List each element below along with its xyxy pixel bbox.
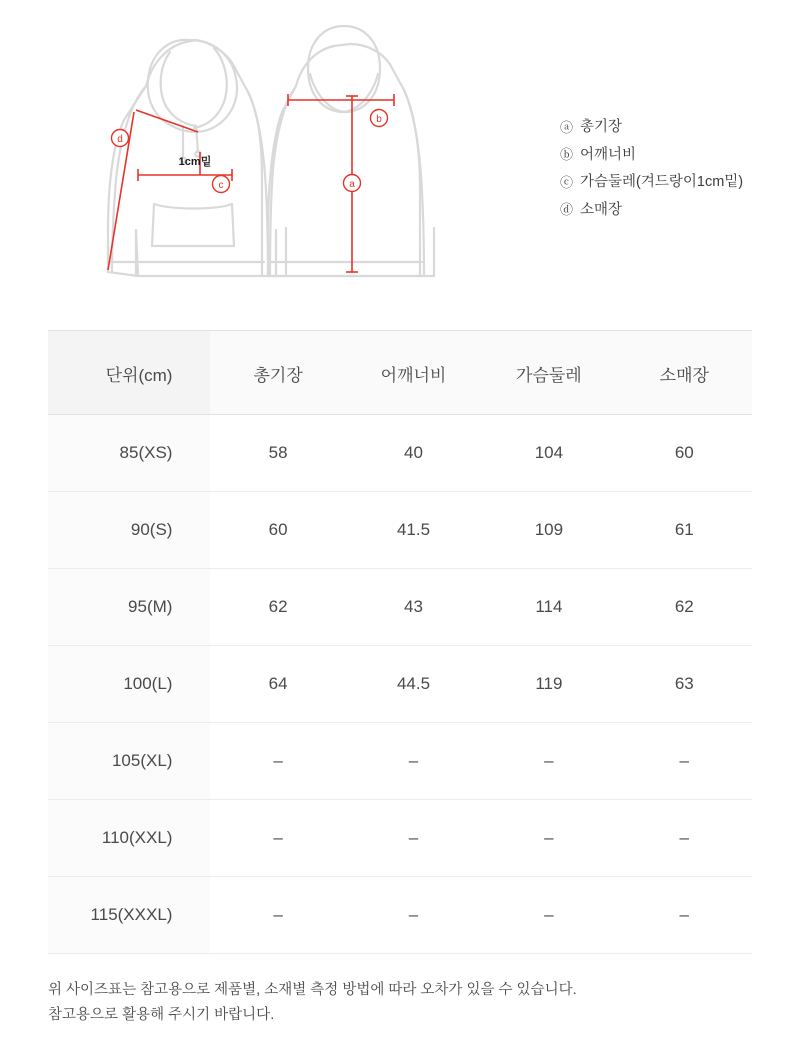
cell-sleeve: – bbox=[617, 877, 752, 954]
cell-shoulder: 44.5 bbox=[346, 646, 481, 723]
cell-chest: – bbox=[481, 723, 616, 800]
legend-item-a bbox=[560, 120, 743, 135]
table-row bbox=[48, 569, 752, 646]
cell-sleeve: 62 bbox=[617, 569, 752, 646]
row-size-label: 90(S) bbox=[48, 492, 210, 569]
table-row bbox=[48, 877, 752, 954]
cell-chest: 104 bbox=[481, 415, 616, 492]
measure-markers bbox=[112, 110, 388, 193]
cell-length: – bbox=[210, 877, 345, 954]
legend-key-b: ⓑ bbox=[560, 147, 574, 163]
table-row bbox=[48, 646, 752, 723]
cell-sleeve: – bbox=[617, 800, 752, 877]
legend-item-b bbox=[560, 148, 743, 163]
cell-shoulder: – bbox=[346, 723, 481, 800]
cell-chest: 114 bbox=[481, 569, 616, 646]
row-size-label: 115(XXXL) bbox=[48, 877, 210, 954]
legend-label-d: 소매장 bbox=[580, 201, 623, 218]
cell-length: 64 bbox=[210, 646, 345, 723]
size-table-wrapper bbox=[48, 330, 752, 954]
table-header-chest: 가슴둘레 bbox=[481, 331, 616, 415]
cell-chest: 109 bbox=[481, 492, 616, 569]
cell-length: – bbox=[210, 800, 345, 877]
cell-sleeve: 60 bbox=[617, 415, 752, 492]
cell-sleeve: – bbox=[617, 723, 752, 800]
cell-chest: 119 bbox=[481, 646, 616, 723]
size-diagram bbox=[0, 0, 800, 320]
table-row bbox=[48, 492, 752, 569]
one-cm-label: 1cm밑 bbox=[178, 156, 212, 168]
row-size-label: 100(L) bbox=[48, 646, 210, 723]
legend-key-d: ⓓ bbox=[560, 202, 574, 218]
row-size-label: 110(XXL) bbox=[48, 800, 210, 877]
svg-text:c: c bbox=[218, 180, 224, 191]
cell-sleeve: 61 bbox=[617, 492, 752, 569]
row-size-label: 95(M) bbox=[48, 569, 210, 646]
cell-sleeve: 63 bbox=[617, 646, 752, 723]
cell-length: 62 bbox=[210, 569, 345, 646]
legend-label-a: 총기장 bbox=[580, 119, 623, 135]
svg-text:a: a bbox=[349, 179, 355, 190]
legend-item-c bbox=[560, 175, 743, 190]
disclaimer-note bbox=[48, 978, 752, 1029]
cell-shoulder: 43 bbox=[346, 569, 481, 646]
cell-chest: – bbox=[481, 800, 616, 877]
table-header-unit: 단위(cm) bbox=[48, 331, 210, 415]
legend-key-c: ⓒ bbox=[560, 174, 574, 190]
cell-length: 60 bbox=[210, 492, 345, 569]
table-row bbox=[48, 800, 752, 877]
legend-label-c: 가슴둘레 bbox=[580, 174, 637, 190]
cell-shoulder: – bbox=[346, 800, 481, 877]
table-header-length: 총기장 bbox=[210, 331, 345, 415]
legend-key-a: ⓐ bbox=[560, 119, 574, 135]
measurement-legend bbox=[560, 120, 743, 230]
cell-shoulder: 41.5 bbox=[346, 492, 481, 569]
row-size-label: 85(XS) bbox=[48, 415, 210, 492]
svg-text:b: b bbox=[376, 114, 382, 125]
disclaimer-line-1: 위 사이즈표는 참고용으로 제품별, 소재별 측정 방법에 따라 오차가 있을 수 있습니다. bbox=[48, 982, 577, 998]
cell-length: 58 bbox=[210, 415, 345, 492]
row-size-label: 105(XL) bbox=[48, 723, 210, 800]
cell-length: – bbox=[210, 723, 345, 800]
size-table bbox=[48, 330, 752, 954]
legend-label-b: 어깨너비 bbox=[580, 146, 637, 163]
table-row bbox=[48, 415, 752, 492]
cell-shoulder: – bbox=[346, 877, 481, 954]
legend-sublabel-c: (겨드랑이1cm밑) bbox=[636, 174, 744, 190]
table-row bbox=[48, 723, 752, 800]
table-header-shoulder: 어깨너비 bbox=[346, 331, 481, 415]
disclaimer-line-2: 참고용으로 활용해 주시기 바랍니다. bbox=[48, 1007, 275, 1024]
svg-text:d: d bbox=[117, 134, 123, 145]
cell-chest: – bbox=[481, 877, 616, 954]
table-header-row bbox=[48, 331, 752, 415]
legend-item-d bbox=[560, 203, 743, 218]
table-header-sleeve: 소매장 bbox=[617, 331, 752, 415]
cell-shoulder: 40 bbox=[346, 415, 481, 492]
